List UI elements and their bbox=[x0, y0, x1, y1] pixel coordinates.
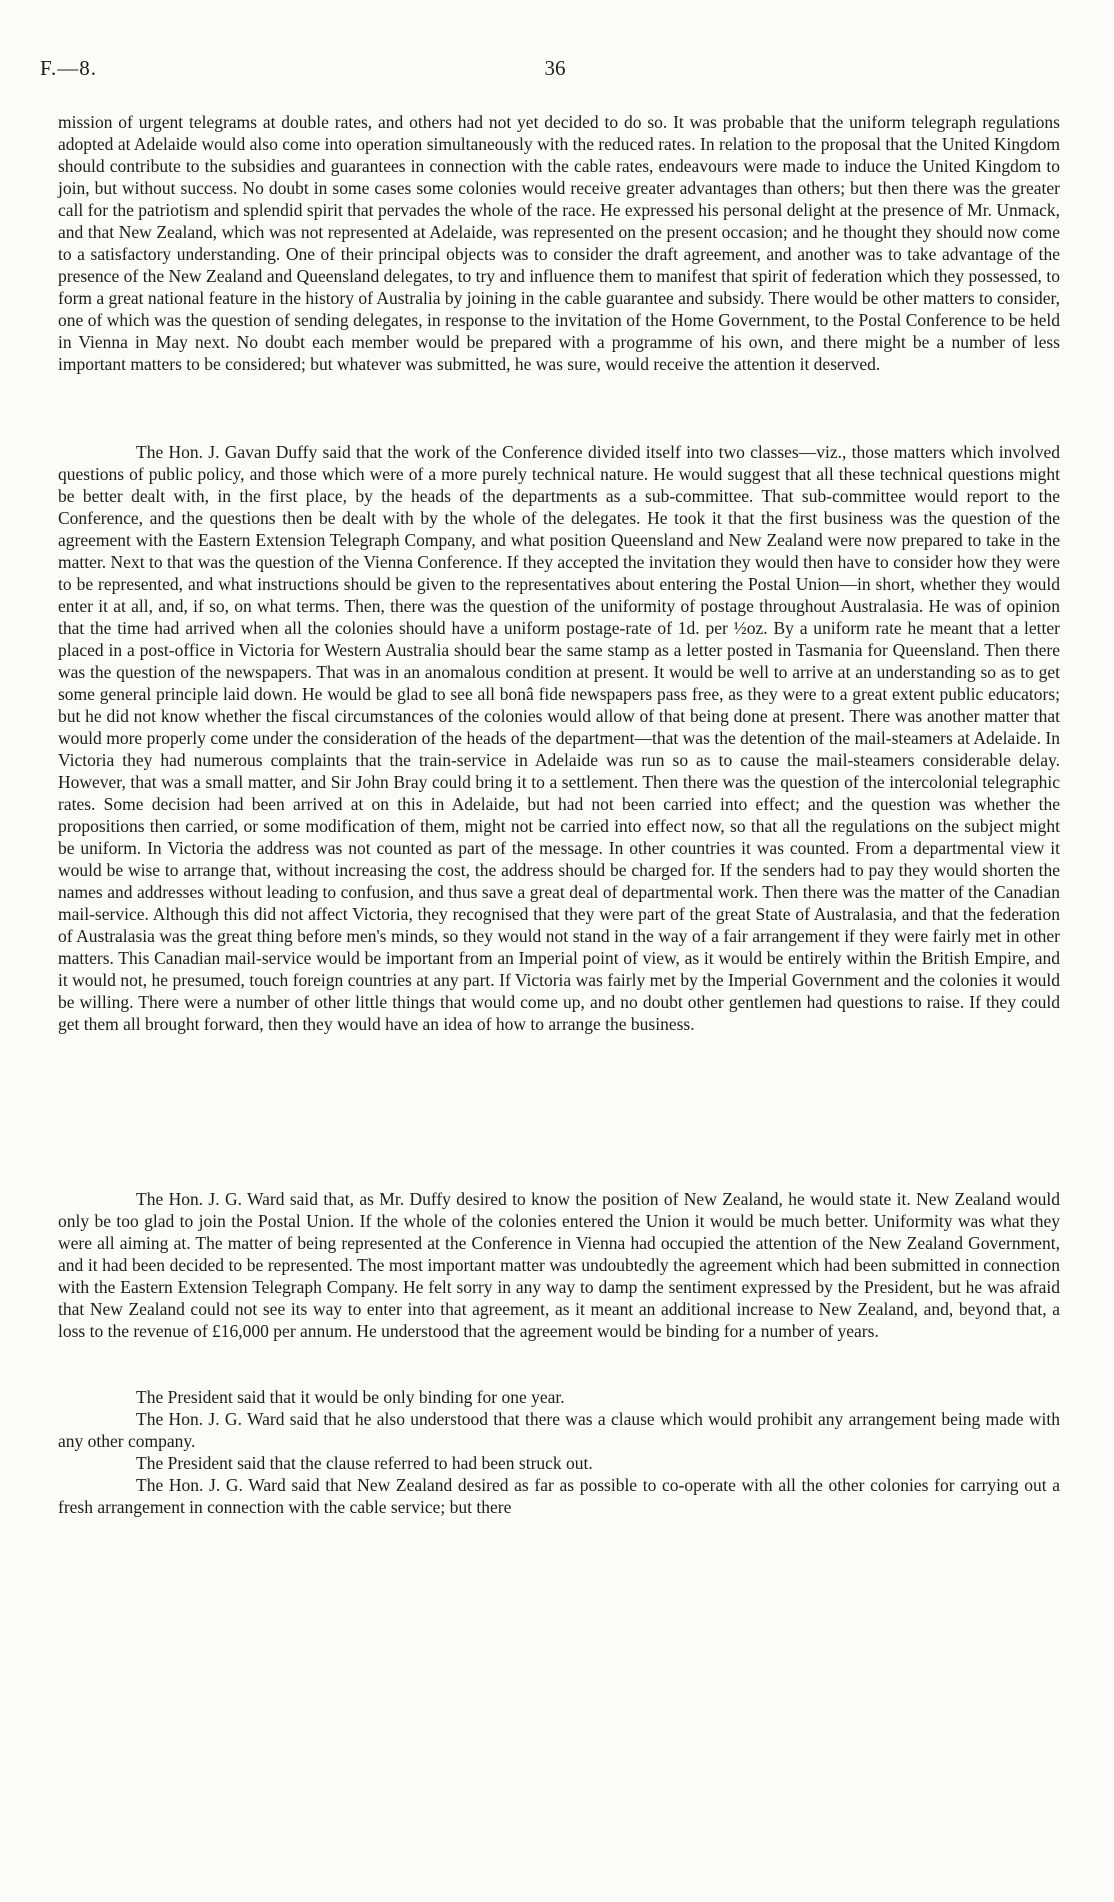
paragraph-ward-clause: The Hon. J. G. Ward said that he also understood that there was a clause which would prohibit any arrangement being made with any other company. bbox=[58, 1409, 1060, 1451]
page-header bbox=[40, 56, 1070, 86]
body-text bbox=[58, 111, 1060, 1518]
paragraph-duffy-speech: The Hon. J. Gavan Duffy said that the work of the Conference divided itself into two classes—viz., those matters which involved questions of public policy, and those which were of a more purely technical nature. He would suggest that all these technical questions might be better dealt with, in the first place, by the heads of the departments as a sub-committee. That sub-committee would report to the Conference, and the questions then be dealt with by the whole of the delegates. He took it that the first business was the question of the agreement with the Eastern Extension Telegraph Company, and what position Queensland and New Zealand were now prepared to take in the matter. Next to that was the question of the Vienna Conference. If they accepted the invitation they would then have to consider how they were to be represented, and what instructions should be given to the representatives about entering the Postal Union—in short, whether they would enter it at all, and, if so, on what terms. Then, there was the question of the uniformity of postage throughout Australasia. He was of opinion that the time had arrived when all the colonies should have a uniform postage-rate of 1d. per ½oz. By a uniform rate he meant that a letter placed in a post-office in Victoria for Western Australia should bear the same stamp as a letter posted in Tasmania for Queensland. Then there was the question of the newspapers. That was in an anomalous condition at present. It would be well to arrive at an understanding so as to get some general principle laid down. He would be glad to see all bonâ fide newspapers pass free, as they were to a great extent public educators; but he did not know whether the fiscal circumstances of the colonies would allow of that being done at present. There was another matter that would more properly come under the consideration of the heads of the department—that was the detention of the mail-steamers at Adelaide. In Victoria they had numerous complaints that the train-service in Adelaide was run so as to cause the mail-steamers considerable delay. However, that was a small matter, and Sir John Bray could bring it to a settlement. Then there was the question of the intercolonial telegraphic rates. Some decision had been arrived at on this in Adelaide, but had not been carried into effect; and the question was whether the propositions then carried, or some modification of them, might not be carried into effect now, so that all the regulations on the subject might be uniform. In Victoria the address was not counted as part of the message. In other countries it was counted. From a departmental view it would be wise to arrange that, without increasing the cost, the address should be charged for. If the senders had to pay they would shorten the names and addresses without leading to confusion, and thus save a great deal of departmental work. Then there was the matter of the Canadian mail-service. Although this did not affect Victoria, they recognised that they were part of the great State of Australasia, and that the federation of Australasia was the great thing before men's minds, so they would not stand in the way of a fair arrangement if they were fairly met in other matters. This Canadian mail-service would be important from an Imperial point of view, as it would be entirely within the British Empire, and it would not, he presumed, touch foreign countries at any part. If Victoria was fairly met by the Imperial Government and the colonies it would be willing. There were a number of other little things that would come up, and no doubt other gentlemen had questions to raise. If they could get them all brought forward, then they would have an idea of how to arrange the business. bbox=[58, 442, 1060, 1034]
paragraph-president-reply-1: The President said that it would be only binding for one year. bbox=[136, 1387, 565, 1407]
paragraph-ward-cooperate: The Hon. J. G. Ward said that New Zealand desired as far as possible to co-operate with all the other colonies for carrying out a fresh arrangement in connection with the cable service; but there bbox=[58, 1475, 1060, 1517]
page-number: 36 bbox=[544, 56, 566, 80]
paragraph-ward-speech: The Hon. J. G. Ward said that, as Mr. Duffy desired to know the position of New Zealand, he would state it. New Zealand would only be too glad to join the Postal Union. If the whole of the colonies entered the Union it would be much better. Uniformity was what they were all aiming at. The matter of being represented at the Conference in Vienna had occupied the attention of the New Zealand Government, and it had been decided to be represented. The most important matter was undoubtedly the agreement which had been submitted in connection with the Eastern Extension Telegraph Company. He felt sorry in any way to damp the sentiment expressed by the President, but he was afraid that New Zealand could not see its way to enter into that agreement, as it meant an additional increase to New Zealand, and, beyond that, a loss to the revenue of £16,000 per annum. He understood that the agreement would be binding for a number of years. bbox=[58, 1189, 1060, 1341]
paragraph-president-reply-2: The President said that the clause referred to had been struck out. bbox=[136, 1453, 593, 1473]
paragraph-continuation: mission of urgent telegrams at double rates, and others had not yet decided to do so. It was probable that the uniform telegraph regulations adopted at Adelaide would also come into operation simultaneously with the reduced rates. In relation to the proposal that the United Kingdom should contribute to the subsidies and guarantees in connection with the cable rates, endeavours were made to induce the United Kingdom to join, but without success. No doubt in some cases some colonies would receive greater advantages than others; but then there was the greater call for the patriotism and splendid spirit that pervades the whole of the race. He expressed his personal delight at the presence of Mr. Unmack, and that New Zealand, which was not represented at Adelaide, was represented on the present occasion; and he thought they should now come to a satisfactory understanding. One of their principal objects was to consider the draft agreement, and another was to take advantage of the presence of the New Zealand and Queensland delegates, to try and influence them to manifest that spirit of federation which they possessed, to form a great national feature in the history of Australia by joining in the cable guarantee and subsidy. There would be other matters to consider, one of which was the question of sending delegates, in response to the invitation of the Home Government, to the Postal Conference to be held in Vienna in May next. No doubt each member would be prepared with a programme of his own, and there might be a number of less important matters to be considered; but whatever was submitted, he was sure, would receive the attention it deserved. bbox=[58, 112, 1060, 374]
document-reference: F.—8. bbox=[40, 56, 97, 80]
